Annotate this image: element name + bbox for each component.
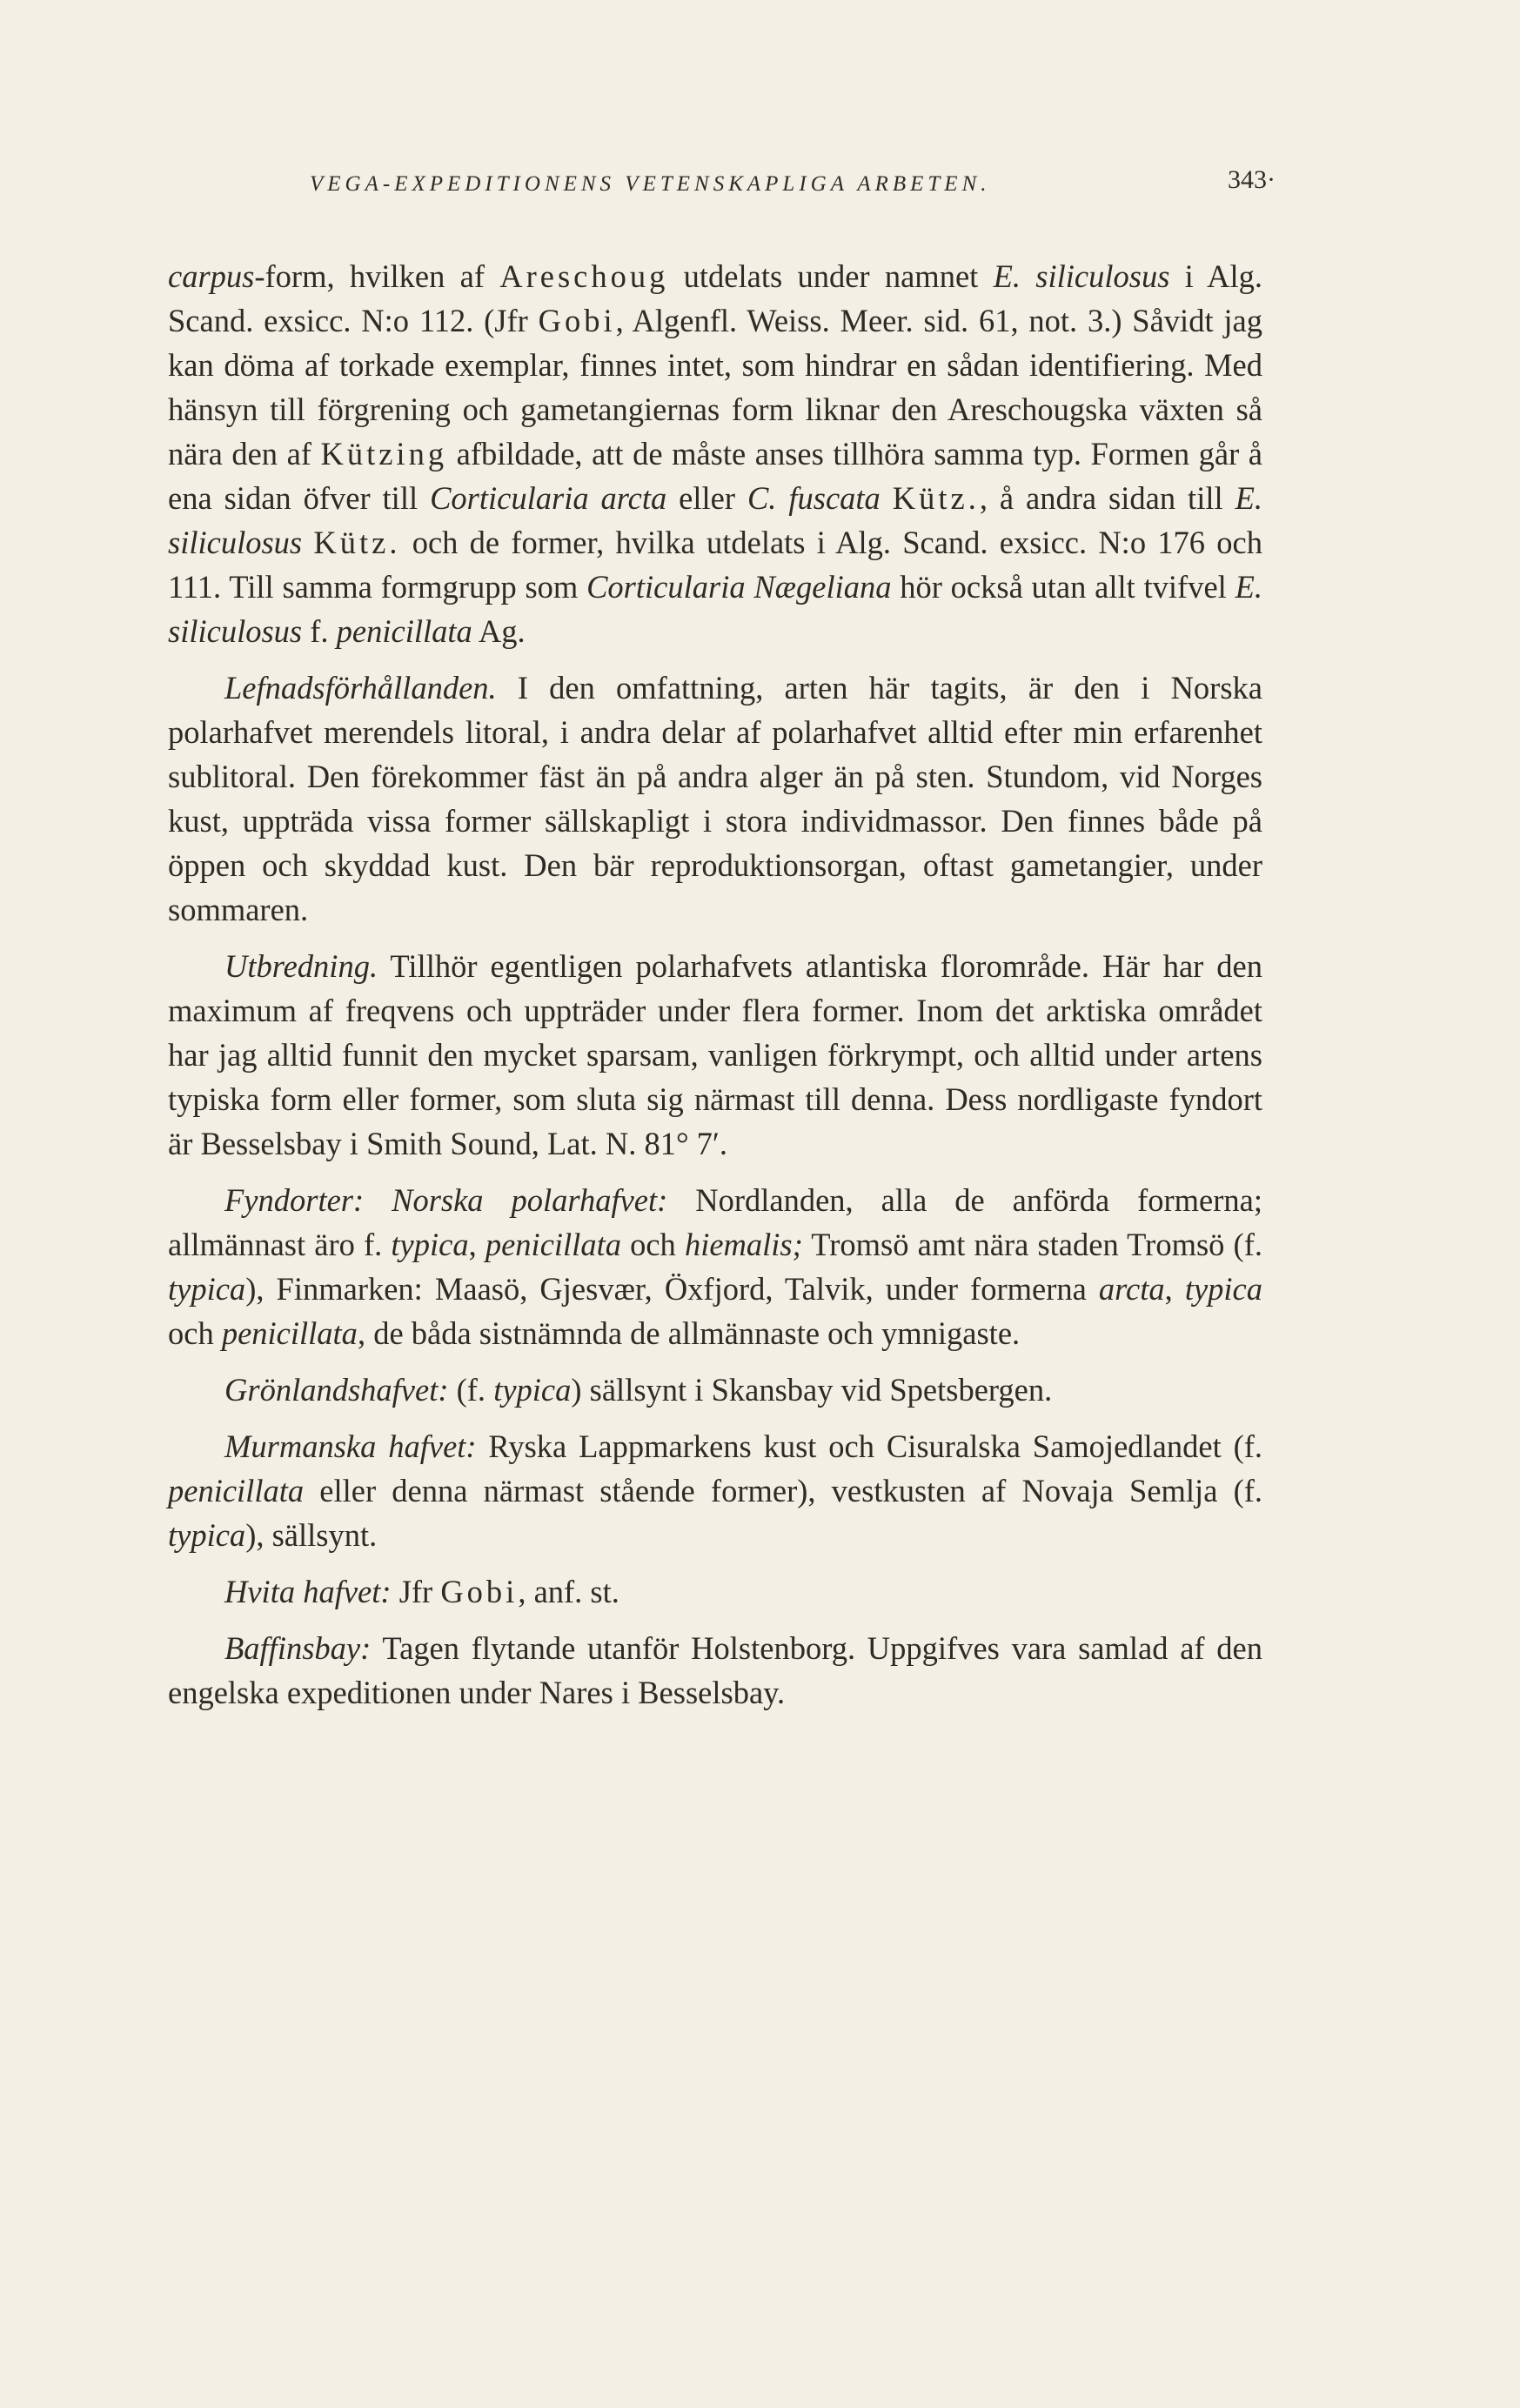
region-heading: Hvita hafvet: [224, 1574, 392, 1609]
text: eller denna närmast stående former), vestkusten af Novaja Semlja (f. [304, 1473, 1262, 1508]
author-name: Kütz. [313, 525, 401, 560]
text: -form, hvilken af [254, 258, 500, 294]
section-heading: Fyndorter: Norska polarhafvet: [224, 1182, 668, 1218]
text: , anf. st. [518, 1574, 619, 1609]
text: Tagen flytande utanför Holstenborg. Uppgifves vara samlad af den engelska expeditionen under Nares i Besselsbay. [168, 1630, 1262, 1710]
form-name: penicillata [485, 1227, 621, 1262]
paragraph-baffinsbay [168, 1626, 1262, 1715]
section-heading: Lefnadsförhållanden. [224, 670, 497, 706]
page-number: 343· [1228, 165, 1276, 194]
running-title: VEGA-EXPEDITIONENS VETENSKAPLIGA ARBETEN. [310, 172, 991, 196]
author-name: Gobi [538, 303, 616, 338]
author-name: Areschoug [499, 258, 669, 294]
form-name: penicillata [221, 1315, 358, 1351]
text: Ag. [472, 613, 526, 649]
text: ), Finmarken: Maasö, Gjesvær, Öxfjord, Talvik, under formerna [245, 1271, 1099, 1307]
form-name: arcta [1098, 1271, 1165, 1307]
text: utdelats under namnet [668, 258, 994, 294]
text: i Alg. Scand. exsicc. N:o 112. (Jfr [168, 258, 1262, 338]
text: , [468, 1227, 485, 1262]
species-name: Corticularia arcta [430, 480, 667, 516]
paragraph-murmanska-hafvet [168, 1424, 1262, 1557]
text: Tromsö amt nära staden Tromsö (f. [802, 1227, 1262, 1262]
text: (f. [448, 1372, 494, 1408]
text: och [168, 1315, 222, 1351]
author-name: Kützing [320, 436, 448, 472]
form-name: penicillata [168, 1473, 305, 1508]
italic-text: carpus [168, 258, 255, 294]
text: , å andra sidan till [979, 480, 1235, 516]
text: afbildade, att de måste anses tillhöra samma typ. Formen går å ena sidan öfver till [168, 436, 1262, 516]
text: ) sällsynt i Skansbay vid Spetsbergen. [571, 1372, 1053, 1408]
text: , [1164, 1271, 1185, 1307]
section-heading: Utbredning. [224, 948, 378, 984]
species-name: E. siliculosus [993, 258, 1170, 294]
body-text [168, 254, 1262, 1727]
page-header [172, 165, 1276, 209]
form-name: typica [168, 1271, 246, 1307]
text: I den omfattning, arten här tagits, är den i Norska polarhafvet merendels litoral, i andra delar af polarhafvet alltid efter min erfarenhet sublitoral. Den förekommer fäst än på andra alger än på sten. Stundom, vid Norges kust, uppträda vissa former sällskapligt i stora individmassor. Den finnes både på öppen och skyddad kust. Den bär reproduktionsorgan, oftast gametangier, under sommaren. [168, 670, 1262, 927]
author-name: Gobi [440, 1574, 519, 1609]
form-name: hiemalis; [684, 1227, 803, 1262]
region-heading: Murmanska hafvet: [224, 1428, 477, 1464]
text: och [620, 1227, 685, 1262]
species-name: C. fuscata [747, 480, 881, 516]
form-name: typica [391, 1227, 469, 1262]
form-name: typica [1184, 1271, 1263, 1307]
text: Jfr [391, 1574, 441, 1609]
text [881, 480, 893, 516]
species-name: E. siliculosus [168, 480, 1262, 560]
paragraph-1 [168, 254, 1262, 653]
paragraph-gronlandshafvet [168, 1368, 1262, 1412]
paragraph-hvita-hafvet [168, 1569, 1262, 1614]
paragraph-utbredning [168, 944, 1262, 1166]
text: ), sällsynt. [245, 1517, 378, 1553]
text [302, 525, 313, 560]
text: Ryska Lappmarkens kust och Cisuralska Samojedlandet (f. [476, 1428, 1263, 1464]
form-name: typica [493, 1372, 572, 1408]
region-heading: Grönlandshafvet: [224, 1372, 449, 1408]
text: hör också utan allt tvifvel [891, 569, 1235, 605]
region-heading: Baffinsbay: [224, 1630, 372, 1666]
text: och de former, hvilka utdelats i Alg. Scand. exsicc. N:o 176 och 111. Till samma formgrupp som [168, 525, 1262, 605]
text: Tillhör egentligen polarhafvets atlantiska florområde. Här har den maximum af freqvens och uppträder under flera former. Inom det arktiska området har jag alltid funnit den mycket sparsam, vanligen förkrympt, och alltid under artens typiska form eller former, som sluta sig närmast till denna. Dess nordligaste fyndort är Besselsbay i Smith Sound, Lat. N. 81° 7′. [168, 948, 1262, 1161]
species-name: Corticularia Nægeliana [586, 569, 892, 605]
text: f. [302, 613, 337, 649]
paragraph-fyndorter [168, 1178, 1262, 1355]
text: Nordlanden, alla de anförda formerna; allmännast äro f. [168, 1182, 1262, 1262]
species-name: E. siliculosus [168, 569, 1262, 649]
text: , de båda sistnämnda de allmännaste och ymnigaste. [357, 1315, 1021, 1351]
form-name: penicillata [336, 613, 472, 649]
form-name: typica [168, 1517, 246, 1553]
text: eller [666, 480, 747, 516]
paragraph-lefnadsforhallanden [168, 666, 1262, 932]
author-name: Kütz. [892, 480, 980, 516]
text: , Algenfl. Weiss. Meer. sid. 61, not. 3.) Såvidt jag kan döma af torkade exemplar, finnes intet, som hindrar en sådan identifiering. Med hänsyn till förgrening och gametangiernas form liknar den Areschougska växten så nära den af [168, 303, 1262, 472]
